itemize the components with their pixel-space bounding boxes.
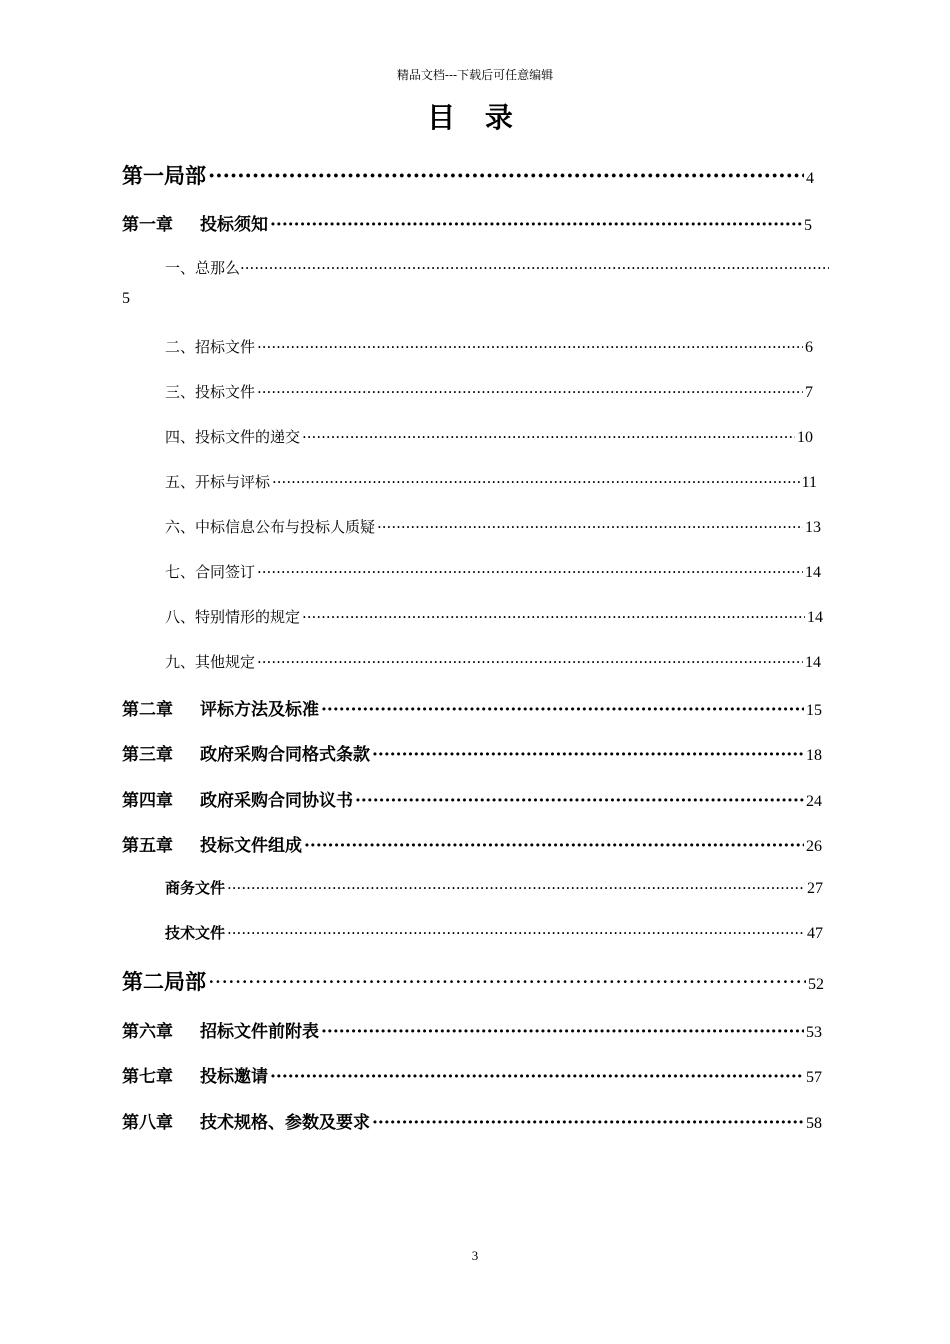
dot-leader: [257, 338, 803, 356]
toc-entry-label: 商务文件: [165, 879, 226, 897]
toc-entry-label: 三、投标文件: [165, 383, 256, 401]
chapter-number: 第五章: [122, 836, 173, 856]
toc-entry-ch7[interactable]: [122, 1062, 822, 1087]
dot-leader: [257, 383, 803, 401]
dot-leader: [270, 1067, 804, 1087]
dot-leader: [304, 836, 804, 856]
dot-leader: [302, 608, 805, 626]
toc-entry-s2[interactable]: [165, 336, 813, 357]
toc-entry-page: 14: [805, 564, 821, 581]
chapter-number: 第八章: [122, 1113, 173, 1133]
dot-leader: [372, 745, 804, 765]
chapter-title: 招标文件前附表: [200, 1022, 319, 1042]
dot-leader: [372, 1113, 804, 1133]
dot-leader: [355, 791, 804, 811]
toc-entry-label: 第二局部: [122, 969, 206, 994]
toc-entry-s8[interactable]: [165, 606, 823, 627]
chapter-title: 技术规格、参数及要求: [200, 1113, 370, 1133]
toc-entry-page: 57: [806, 1069, 822, 1086]
toc-entry-label: 第一局部: [122, 163, 206, 188]
toc-entry-page: 13: [805, 519, 821, 536]
toc-entry-page: 14: [807, 609, 823, 626]
toc-entry-s6[interactable]: [165, 516, 821, 537]
toc-entry-page: 58: [806, 1115, 822, 1132]
dot-leader: [321, 1022, 804, 1042]
dot-leader: [227, 879, 805, 897]
chapter-title: 政府采购合同协议书: [200, 791, 353, 811]
toc-entry-page: 53: [806, 1024, 822, 1041]
toc-entry-page: 5: [122, 290, 130, 307]
toc-entry-label: 技术文件: [165, 924, 226, 942]
chapter-title: 投标须知: [200, 215, 268, 235]
toc-entry-page: 27: [807, 880, 823, 897]
toc-entry-sub1[interactable]: [165, 877, 823, 898]
toc-entry-label: 二、招标文件: [165, 338, 256, 356]
toc-entry-page: 4: [806, 170, 814, 187]
page-header: 精品文档---下载后可任意编辑: [396, 68, 554, 82]
chapter-number: 第七章: [122, 1067, 173, 1087]
toc-entry-page: 52: [808, 976, 824, 993]
toc-entry-label: 六、中标信息公布与投标人质疑: [165, 518, 376, 536]
toc-entry-page: 24: [806, 793, 822, 810]
toc-entry-page: 26: [806, 838, 822, 855]
dot-leader: [240, 259, 829, 277]
toc-entry-ch8[interactable]: [122, 1108, 822, 1133]
chapter-number: 第四章: [122, 791, 173, 811]
dot-leader: [257, 653, 803, 671]
dot-leader: [227, 924, 805, 942]
dot-leader: [302, 428, 795, 446]
toc-entry-s4[interactable]: [165, 426, 813, 447]
chapter-title: 投标文件组成: [200, 836, 302, 856]
page-number: 3: [471, 1248, 479, 1263]
dot-leader: [377, 518, 803, 536]
toc-entry-ch6[interactable]: [122, 1017, 822, 1042]
chapter-number: 第一章: [122, 215, 173, 235]
toc-entry-label: 九、其他规定: [165, 653, 256, 671]
toc-entry-part2[interactable]: [122, 966, 824, 996]
toc-entry-part1[interactable]: [122, 160, 814, 190]
toc-entry-label: 四、投标文件的递交: [165, 428, 301, 446]
toc-entry-page: 18: [806, 747, 822, 764]
chapter-title: 政府采购合同格式条款: [200, 745, 370, 765]
toc-entry-s7[interactable]: [165, 561, 821, 582]
toc-entry-s3[interactable]: [165, 381, 813, 402]
toc-entry-page: 6: [805, 339, 813, 356]
toc-entry-page: 11: [801, 474, 817, 491]
toc-entry-s1[interactable]: [165, 257, 829, 278]
chapter-number: 第二章: [122, 700, 173, 720]
toc-entry-s9[interactable]: [165, 651, 821, 672]
toc-entry-page: 14: [805, 654, 821, 671]
dot-leader: [257, 563, 803, 581]
toc-entry-ch5[interactable]: [122, 831, 822, 856]
toc-entry-s5[interactable]: [165, 471, 817, 492]
dot-leader: [270, 215, 802, 235]
dot-leader: [321, 700, 804, 720]
toc-entry-page: 15: [806, 702, 822, 719]
chapter-title: 评标方法及标准: [200, 700, 319, 720]
toc-entry-ch2[interactable]: [122, 695, 822, 720]
toc-entry-sub2[interactable]: [165, 922, 823, 943]
toc-entry-label: 八、特别情形的规定: [165, 608, 301, 626]
dot-leader: [272, 473, 800, 491]
toc-title: 目 录: [427, 101, 523, 134]
toc-entry-ch4[interactable]: [122, 786, 822, 811]
chapter-title: 投标邀请: [200, 1067, 268, 1087]
dot-leader: [208, 970, 806, 994]
toc-entry-label: 七、合同签订: [165, 563, 256, 581]
toc-entry-page: 5: [804, 217, 812, 234]
toc-entry-label: 五、开标与评标: [165, 473, 271, 491]
chapter-number: 第六章: [122, 1022, 173, 1042]
toc-entry-label: 一、总那么: [165, 259, 241, 277]
toc-entry-page: 47: [807, 925, 823, 942]
toc-entry-page: 10: [797, 429, 813, 446]
toc-entry-ch3[interactable]: [122, 740, 822, 765]
toc-entry-ch1[interactable]: [122, 210, 812, 235]
chapter-number: 第三章: [122, 745, 173, 765]
toc-entry-page: 7: [805, 384, 813, 401]
dot-leader: [208, 163, 804, 188]
